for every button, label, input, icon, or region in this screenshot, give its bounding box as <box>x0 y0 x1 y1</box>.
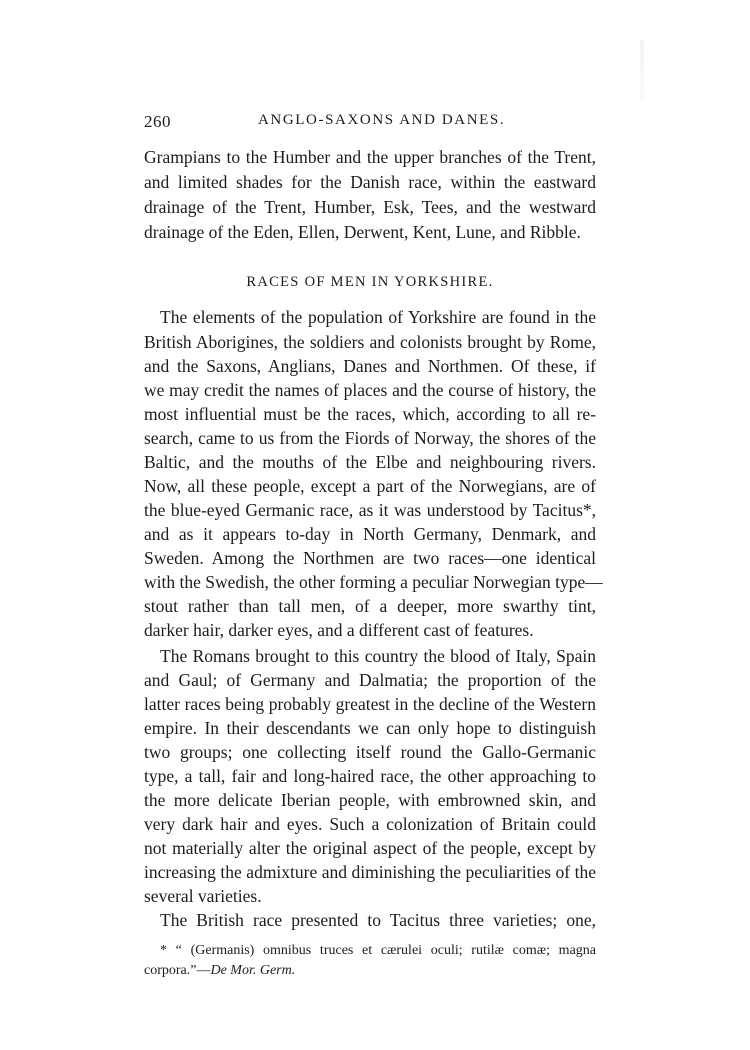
footnote-source: De Mor. Germ. <box>210 963 296 978</box>
footnote-line <box>144 962 596 980</box>
text-line: darker hair, darker eyes, and a different cast of features. <box>144 620 534 640</box>
text-line: The elements of the population of Yorkshire are found in the <box>160 307 596 327</box>
footnote-text: corpora.”— <box>144 963 211 978</box>
text-line: drainage of the Trent, Humber, Esk, Tees, and the westward <box>144 197 596 217</box>
section-heading: RACES OF MEN IN YORKSHIRE. <box>246 274 494 290</box>
scan-edge-shadow <box>640 40 644 100</box>
page-number: 260 <box>144 112 171 131</box>
text-line: we may credit the names of places and the course of history, the <box>144 380 596 400</box>
text-line: Sweden. Among the Northmen are two races—one identical <box>144 548 596 568</box>
text-line: and as it appears to-day in North Germany, Denmark, and <box>144 524 596 544</box>
text-line: empire. In their descendants we can only hope to distinguish <box>144 718 596 738</box>
text-line: Now, all these people, except a part of the Norwegians, are of <box>144 476 596 496</box>
text-line: not materially alter the original aspect of the people, except by <box>144 838 596 858</box>
text-line: several varieties. <box>144 886 262 906</box>
text-line: type, a tall, fair and long-haired race, the other approaching to <box>144 766 596 786</box>
text-line: with the Swedish, the other forming a peculiar Norwegian type— <box>144 572 603 592</box>
text-line: the more delicate Iberian people, with embrowned skin, and <box>144 790 596 810</box>
text-line: latter races being probably greatest in the decline of the Western <box>144 694 596 714</box>
text-line: The Romans brought to this country the blood of Italy, Spain <box>160 646 596 666</box>
text-line: Grampians to the Humber and the upper branches of the Trent, <box>144 147 596 167</box>
text-line: search, came to us from the Fiords of Norway, the shores of the <box>144 428 596 448</box>
text-line: stout rather than tall men, of a deeper, more swarthy tint, <box>144 596 596 616</box>
text-line: the blue-eyed Germanic race, as it was understood by Tacitus*, <box>144 500 596 520</box>
running-head: ANGLO-SAXONS AND DANES. <box>258 112 506 128</box>
text-line: British Aborigines, the soldiers and colonists brought by Rome, <box>144 332 596 352</box>
text-line: very dark hair and eyes. Such a colonization of Britain could <box>144 814 596 834</box>
text-line: increasing the admixture and diminishing the peculiarities of the <box>144 862 596 882</box>
text-line: two groups; one collecting itself round the Gallo-Germanic <box>144 742 596 762</box>
text-line: most influential must be the races, which, according to all re- <box>144 404 596 424</box>
text-line: drainage of the Eden, Ellen, Derwent, Kent, Lune, and Ribble. <box>144 222 581 242</box>
text-line: and the Saxons, Anglians, Danes and Northmen. Of these, if <box>144 356 596 376</box>
text-line: The British race presented to Tacitus three varieties; one, <box>160 910 596 930</box>
text-line: Baltic, and the mouths of the Elbe and neighbouring rivers. <box>144 452 596 472</box>
text-line: and Gaul; of Germany and Dalmatia; the proportion of the <box>144 670 596 690</box>
footnote-line: * “ (Germanis) omnibus truces et cærulei oculi; rutilæ comæ; magna <box>160 943 596 958</box>
text-line: and limited shades for the Danish race, within the eastward <box>144 172 596 192</box>
